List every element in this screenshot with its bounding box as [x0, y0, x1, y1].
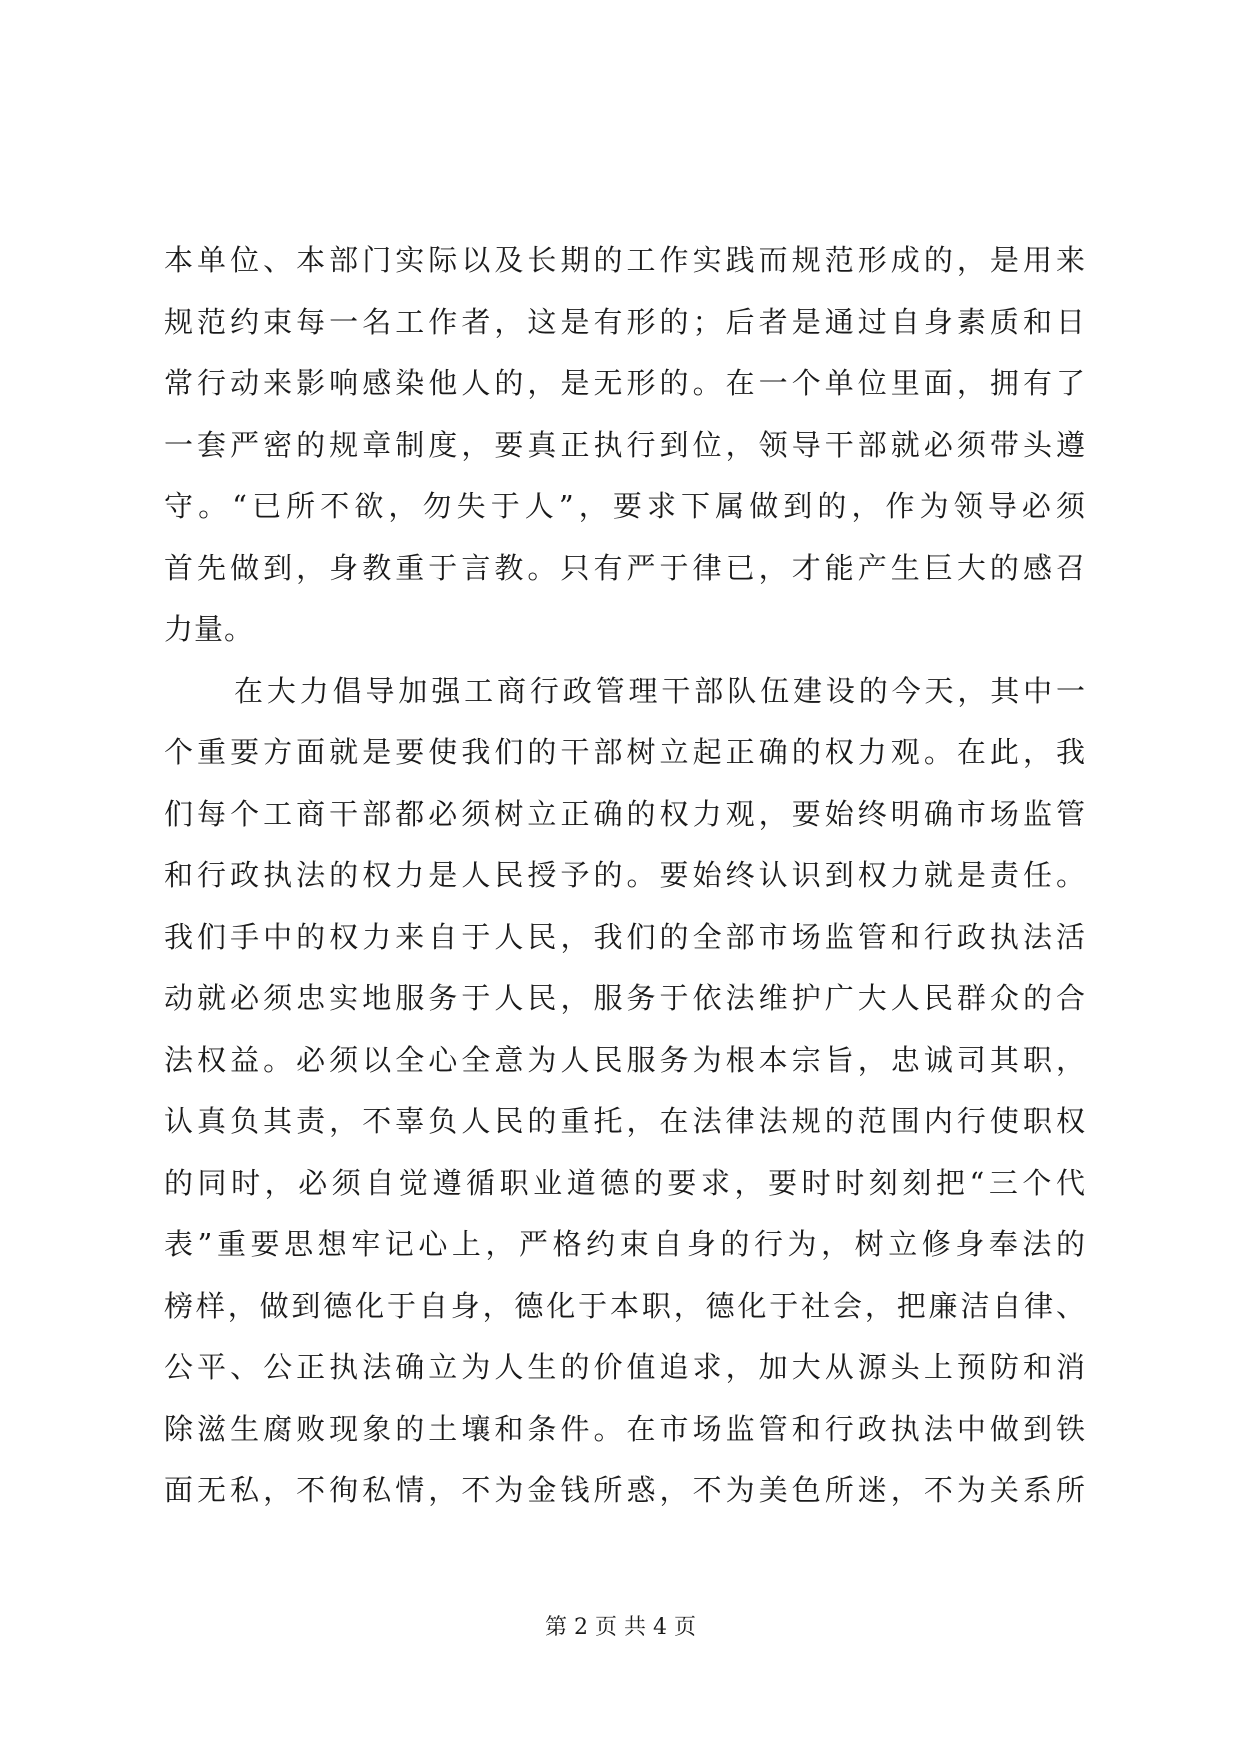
text-line: 常行动来影响感染他人的，是无形的。在一个单位里面，拥有了 [164, 366, 1086, 400]
text-line: 守。“已所不欲，勿失于人”，要求下属做到的，作为领导必须 [164, 489, 1086, 523]
body-text [164, 230, 1086, 1522]
text-line: 除滋生腐败现象的土壤和条件。在市场监管和行政执法中做到铁 [164, 1411, 1086, 1446]
text-line: 榜样，做到德化于自身，德化于本职，德化于社会，把廉洁自律、 [164, 1288, 1086, 1323]
paragraph-start-line: 在大力倡导加强工商行政管理干部队伍建设的今天，其中一 [234, 673, 1086, 708]
text-line: 们每个工商干部都必须树立正确的权力观，要始终明确市场监管 [164, 796, 1086, 831]
text-line: 和行政执法的权力是人民授予的。要始终认识到权力就是责任。 [164, 858, 1086, 892]
page-footer: 第 2 页 共 4 页 [545, 1615, 696, 1640]
text-line: 我们手中的权力来自于人民，我们的全部市场监管和行政执法活 [164, 919, 1086, 954]
text-line: 的同时，必须自觉遵循职业道德的要求，要时时刻刻把“三个代 [164, 1165, 1086, 1200]
text-line: 个重要方面就是要使我们的干部树立起正确的权力观。在此，我 [164, 735, 1086, 769]
text-line: 动就必须忠实地服务于人民，服务于依法维护广大人民群众的合 [164, 981, 1086, 1015]
text-line: 表”重要思想牢记心上，严格约束自身的行为，树立修身奉法的 [164, 1227, 1086, 1261]
text-line: 一套严密的规章制度，要真正执行到位，领导干部就必须带头遵 [164, 427, 1086, 462]
text-line: 公平、公正执法确立为人生的价值追求，加大从源头上预防和消 [164, 1350, 1086, 1384]
text-line: 力量。 [164, 612, 255, 646]
text-line: 规范约束每一名工作者，这是有形的；后者是通过自身素质和日 [164, 304, 1086, 339]
text-line: 面无私，不徇私情，不为金钱所惑，不为美色所迷，不为关系所 [164, 1473, 1086, 1507]
text-line: 法权益。必须以全心全意为人民服务为根本宗旨，忠诚司其职， [164, 1042, 1086, 1077]
text-line: 认真负其责，不辜负人民的重托，在法律法规的范围内行使职权 [164, 1104, 1086, 1138]
text-line: 本单位、本部门实际以及长期的工作实践而规范形成的，是用来 [164, 243, 1086, 277]
text-line: 首先做到，身教重于言教。只有严于律已，才能产生巨大的感召 [164, 550, 1086, 585]
